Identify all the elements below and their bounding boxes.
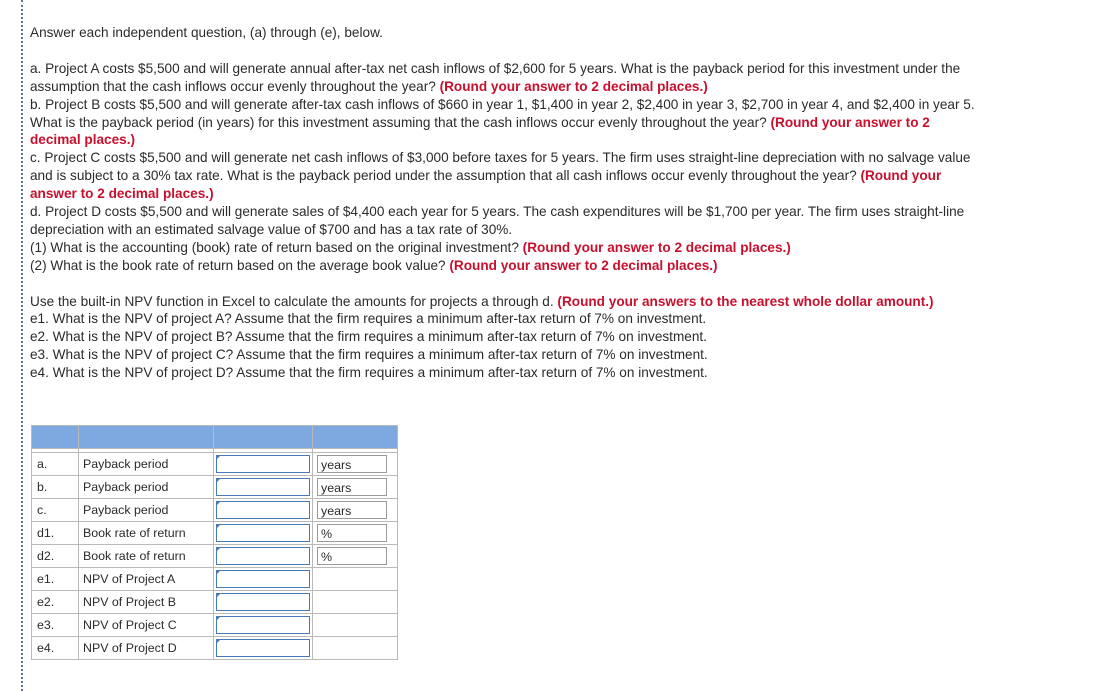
- row-label: b.: [32, 476, 79, 499]
- question-a: [30, 60, 975, 96]
- question-d1-text: (1) What is the accounting (book) rate of return based on the original investment?: [30, 239, 519, 255]
- row-label: c.: [32, 499, 79, 522]
- question-text: [30, 24, 975, 382]
- npv-instruction-text: Use the built-in NPV function in Excel to calculate the amounts for projects a through d.: [30, 293, 554, 309]
- row-unit: years: [317, 478, 387, 496]
- table-row: [32, 591, 398, 614]
- row-unit: [313, 637, 398, 660]
- row-description: Payback period: [79, 499, 214, 522]
- question-b-text: b. Project B costs $5,500 and will generate after-tax cash inflows of $660 in year 1, $1,400 in year 2, $2,400 in year 3, $2,700 in year 4, and $2,400 in year 5. What is the payback period (in years) for this investment assuming that the cash inflows occur evenly throughout the year?: [30, 96, 975, 130]
- row-description: NPV of Project D: [79, 637, 214, 660]
- row-unit: [313, 591, 398, 614]
- row-label: e4.: [32, 637, 79, 660]
- table-row: [32, 476, 398, 499]
- row-description: NPV of Project B: [79, 591, 214, 614]
- left-dotted-border: [21, 0, 23, 691]
- answer-table: [31, 425, 398, 660]
- question-d: [30, 203, 975, 239]
- row-label: e3.: [32, 614, 79, 637]
- row-description: Book rate of return: [79, 522, 214, 545]
- answer-input-e3[interactable]: [216, 616, 310, 634]
- question-d2: [30, 257, 975, 275]
- row-unit: [313, 568, 398, 591]
- answer-input-e2[interactable]: [216, 593, 310, 611]
- row-description: Payback period: [79, 453, 214, 476]
- question-e4: e4. What is the NPV of project D? Assume that the firm requires a minimum after-tax return of 7% on investment.: [30, 365, 708, 381]
- question-a-note: (Round your answer to 2 decimal places.): [439, 78, 708, 94]
- row-description: Book rate of return: [79, 545, 214, 568]
- question-c-text: c. Project C costs $5,500 and will generate net cash inflows of $3,000 before taxes for 5 years. The firm uses straight-line depreciation with no salvage value and is subject to a 30% tax rate. What is the payback period under the assumption that all cash inflows occur evenly throughout the year?: [30, 150, 971, 184]
- table-row: [32, 545, 398, 568]
- row-label: d1.: [32, 522, 79, 545]
- npv-instruction-note: (Round your answers to the nearest whole dollar amount.): [557, 293, 934, 309]
- question-e3: e3. What is the NPV of project C? Assume that the firm requires a minimum after-tax return of 7% on investment.: [30, 347, 708, 363]
- question-b-note: (Round your answer to 2 decimal places.): [30, 114, 930, 148]
- table-row: [32, 522, 398, 545]
- question-d2-text: (2) What is the book rate of return based on the average book value?: [30, 257, 446, 273]
- answer-input-e4[interactable]: [216, 639, 310, 657]
- table-row: [32, 568, 398, 591]
- row-description: NPV of Project C: [79, 614, 214, 637]
- answer-input-b[interactable]: [216, 478, 310, 496]
- intro-text: Answer each independent question, (a) through (e), below.: [30, 25, 383, 40]
- row-description: Payback period: [79, 476, 214, 499]
- answer-input-e1[interactable]: [216, 570, 310, 588]
- question-d1-note: (Round your answer to 2 decimal places.): [522, 239, 791, 255]
- question-a-text: a. Project A costs $5,500 and will generate annual after-tax net cash inflows of $2,600 for 5 years. What is the payback period for this investment under the assumption that the cash inflows occur evenly throughout the year?: [30, 60, 961, 94]
- answer-input-d1[interactable]: [216, 524, 310, 542]
- table-row: [32, 453, 398, 476]
- question-d1: [30, 239, 975, 257]
- row-unit: years: [317, 501, 387, 519]
- answer-input-d2[interactable]: [216, 547, 310, 565]
- row-label: a.: [32, 453, 79, 476]
- question-c: [30, 149, 975, 203]
- table-header-row: [32, 426, 398, 449]
- answer-input-a[interactable]: [216, 455, 310, 473]
- row-label: d2.: [32, 545, 79, 568]
- question-e1: e1. What is the NPV of project A? Assume that the firm requires a minimum after-tax return of 7% on investment.: [30, 311, 707, 327]
- row-unit: years: [317, 455, 387, 473]
- table-row: [32, 637, 398, 660]
- row-unit: %: [317, 524, 387, 542]
- question-d-text: d. Project D costs $5,500 and will generate sales of $4,400 each year for 5 years. The cash expenditures will be $1,700 per year. The firm uses straight-line depreciation with an estimated salvage value of $700 and has a tax rate of 30%.: [30, 204, 965, 237]
- table-row: [32, 614, 398, 637]
- row-unit: [313, 614, 398, 637]
- row-unit: %: [317, 547, 387, 565]
- answer-input-c[interactable]: [216, 501, 310, 519]
- question-c-note: (Round your answer to 2 decimal places.): [30, 168, 942, 202]
- row-label: e2.: [32, 591, 79, 614]
- table-row: [32, 499, 398, 522]
- npv-instruction: [30, 293, 975, 311]
- question-e2: e2. What is the NPV of project B? Assume that the firm requires a minimum after-tax return of 7% on investment.: [30, 329, 707, 345]
- question-b: [30, 96, 975, 150]
- question-d2-note: (Round your answer to 2 decimal places.): [449, 257, 718, 273]
- row-description: NPV of Project A: [79, 568, 214, 591]
- row-label: e1.: [32, 568, 79, 591]
